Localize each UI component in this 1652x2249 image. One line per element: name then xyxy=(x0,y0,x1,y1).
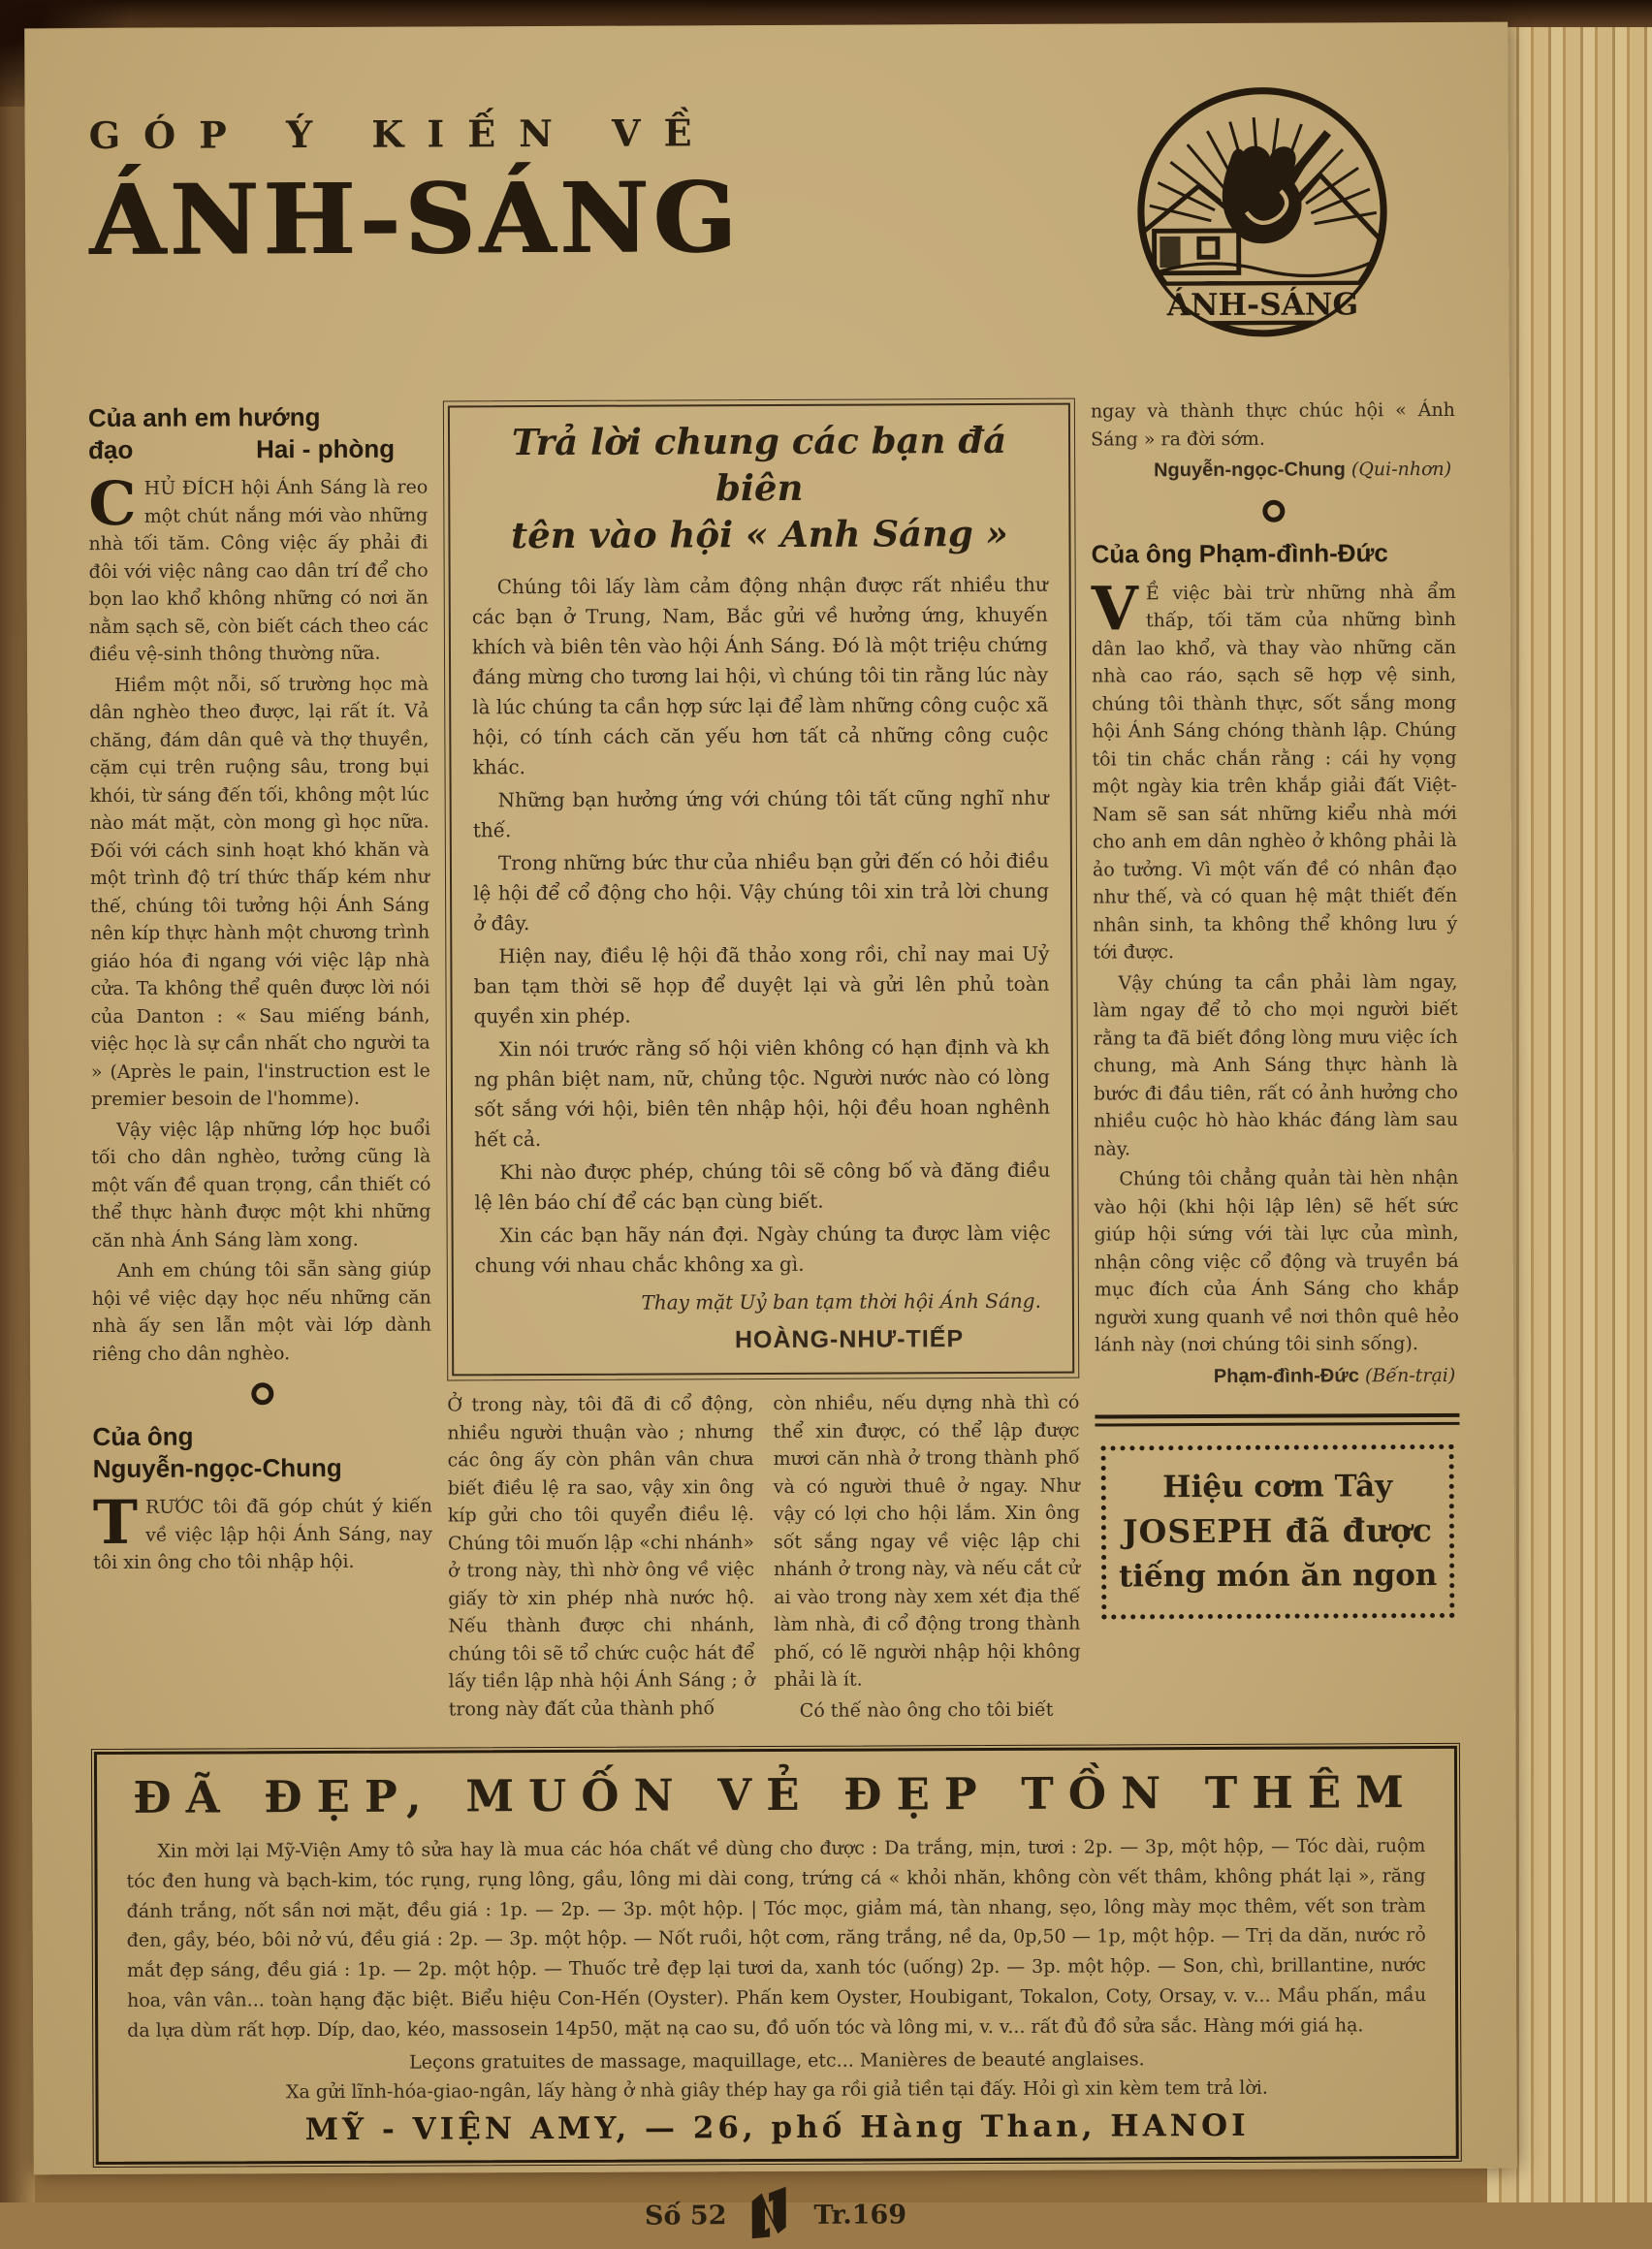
heading-line xyxy=(88,432,428,465)
logo-banner xyxy=(1147,283,1380,324)
article-heading-huong-dao xyxy=(88,401,428,466)
logo-caption: ÁNH-SÁNG xyxy=(1166,287,1359,324)
article-columns xyxy=(26,396,1515,1731)
paragraph: Xin nói trước rằng số hội viên không có hạn định và kh ng phân biệt nam, nữ, chủng tộc. Người nước nào có lòng sốt sắng với hội, biên tên nhập hội, hội đều hoan nghênh hết cả. xyxy=(473,1035,1051,1152)
heading-word: Hai - phòng xyxy=(256,433,396,463)
paragraph xyxy=(1091,572,1458,966)
paragraph: Ở trong này, tôi đã đi cổ động, nhiều người thuận vào ; nhưng các ông ấy còn phân vân chưa biết điều lệ ra sao, vậy xin ông kíp gửi cho tôi quyển điều lệ. Chúng tôi muốn lập «chi nhánh» ở trong này, thì nhờ ông về việc giấy tờ xin phép nhà nước hộ. Nếu thành được chi nhánh, chúng tôi sẽ tổ chức cuộc hát để lấy tiền lập nhà hội Ánh Sáng ; ở trong này đất của thành phố xyxy=(447,1393,755,1720)
signature-line xyxy=(1091,455,1451,486)
paragraph-text: HỦ ĐÍCH hội Ánh Sáng là reo một chút nắng mới vào những nhà tối tăm. Công việc ấy phải đi đôi với việc nâng cao dân trí để cho bọn lao khổ không những có nơi ăn nằm sạch sẽ, còn biết cách theo các điều vệ-sinh thông thường nữa. xyxy=(88,476,429,666)
paragraph: Trong những bức thư của nhiều bạn gửi đến có hỏi điều lệ hội để cổ động cho hội. Vậy chúng tôi xin trả lời chung ở đây. xyxy=(473,849,1050,935)
dropcap-letter: C xyxy=(88,467,137,540)
article-heading-nguyen-ngoc-chung xyxy=(92,1420,431,1485)
paragraph-text: Ề việc bài trừ những nhà ẩm thấp, tối tăm của những bình dân lao khổ, và thay vào những căn nhà cao ráo, sạch sẽ hợp vệ sinh, chúng tôi thành thực, sốt sắng mong hội Ánh Sáng chóng thành lập. Chúng tôi tin chắc chắn rằng : cái hy vọng một ngày kia trên khắp giải đất Việt-Nam sẽ san sát những kiểu nhà mới cho anh em dân nghèo ở không phải là ảo tưởng. Vì một vấn đề có nhân đạo như thế, và có quan hệ mật thiết đến nhân sinh, ta không thể không lưu ý tới được. xyxy=(1091,581,1458,964)
continuation-column-2 xyxy=(773,1389,1081,1727)
ad-body-text: Xin mời lại Mỹ-Viện Amy tô sửa hay là mua các hóa chất về dùng cho được : Da trắng, mịn, tươi : 2p. — 3p, một hộp, — Tóc dài, ruộm tóc đen hung và bạch-kim, tóc rụng, rụng lông, gầu, lông mi dài cong, trứng cá « khỏi nhăn, không còn vết thâm, không phát lại », răng đánh trắng, nốt sần nơi mặt, đều giá : 1p. — 2p. — 3p. một hộp. | Tóc mọc, giảm má, tàn nhang, sẹo, lông mày mọc thêm, vết son tràm đen, gầy, béo, bôi nở vú, đều giá : 2p. — 3p. một hộp. — Nốt ruồi, hột cơm, răng trắng, nề da, 0p,50 — 1p, một hộp. — Trị da dăn, nước rỏ mắt đẹp sáng, đều giá : 1p. — 2p. một hộp. — Thuốc trẻ đẹp lại tươi da, xanh tóc (uống) 2p. — 3p. một hộp. — Son, chì, brillantine, nước hoa, vân vân... toàn hạng đặc biệt. Biểu hiệu Con-Hến (Oyster). Phấn kem Oyster, Houbigant, Tokalon, Coty, Orsay, v. v... Mầu phấn, mầu da lựa dùm rất hợp. Díp, dao, kéo, massosein 14p50, mặt nạ cao su, đồ uốn tóc và lông mi, v. v... rất đủ đồ sửa sắc. Hàng mới giá hạ. xyxy=(126,1835,1427,2042)
joseph-restaurant-ad xyxy=(1101,1443,1455,1619)
paragraph: Có thế nào ông cho tôi biết xyxy=(799,1698,1054,1722)
paragraph: Những bạn hưởng ứng với chúng tôi tất cũng nghĩ như thế. xyxy=(472,786,1049,842)
heading-line: Của ông xyxy=(92,1421,194,1452)
reply-notice-box xyxy=(448,403,1074,1377)
signature-place: (Bến-trại) xyxy=(1364,1364,1456,1386)
masthead-kicker: GÓP Ý KIẾN VỀ xyxy=(88,111,715,158)
paragraph: Hiện nay, điều lệ hội đã thảo xong rồi, chỉ nay mai Uỷ ban tạm thời sẽ họp để duyệt lại và gửi lên phủ toàn quyền xin phép. xyxy=(473,942,1050,1029)
signature-role: Thay mặt Uỷ ban tạm thời hội Ánh Sáng. xyxy=(641,1289,1041,1315)
society-logo xyxy=(1129,77,1394,347)
heading-line: Nguyễn-ngọc-Chung xyxy=(92,1452,342,1483)
notice-title-line: tên vào hội « Anh Sáng » xyxy=(510,512,1008,557)
notice-title-line: Trả lời chung các bạn đá biên xyxy=(511,418,1007,510)
ad-line: JOSEPH đã được xyxy=(1122,1511,1434,1551)
letter-continuation xyxy=(447,1389,1081,1729)
society-logo-icon xyxy=(1129,77,1394,347)
signature-name: Phạm-đình-Đức xyxy=(1213,1364,1359,1387)
left-column xyxy=(88,401,433,1731)
ad-shipping-line: Xa gửi lĩnh-hóa-giao-ngân, lấy hàng ở nhà giây thép hay ga rồi giả tiền tại đấy. Hỏi gì xin kèm tem trả lời. xyxy=(285,2077,1268,2104)
issue-number: Số 52 xyxy=(644,2201,727,2232)
publisher-emblem-icon xyxy=(746,2185,794,2245)
heading-word: đạo xyxy=(88,434,134,464)
signature-name: Nguyễn-ngọc-Chung xyxy=(1154,459,1346,482)
notice-title xyxy=(471,417,1048,559)
paragraph: Xin các bạn hãy nán đợi. Ngày chúng ta được làm việc chung với nhau chắc không xa gì. xyxy=(474,1221,1051,1278)
continuation-column-1 xyxy=(447,1390,755,1728)
ad-address: MỸ - VIỆN AMY, — 26, phố Hàng Than, HANOI xyxy=(304,2108,1250,2148)
paragraph: ngay và thành thực chúc hội « Ánh Sáng » ra đời sớm. xyxy=(1090,398,1455,451)
dropcap-letter: V xyxy=(1091,572,1139,645)
my-vien-amy-ad xyxy=(94,1746,1459,2165)
signature-line xyxy=(1095,1360,1455,1391)
ad-line: Hiệu cơm Tây xyxy=(1162,1468,1393,1505)
paragraph: Khi nào được phép, chúng tôi sẽ công bố và đăng điều lệ lên báo chí để các bạn cùng biết. xyxy=(474,1158,1051,1215)
heading-line: Của anh em hướng xyxy=(87,402,321,433)
paragraph: Hiềm một nỗi, số trường học mà dân nghèo theo được, lại rất ít. Vả chăng, đám dân quê và thợ thuyền, cặm cụi trên ruộng sâu, trong bụi khói, từ sáng đến tối, không một lúc nào mát mặt, còn mong gì học nữa. Đối với cách sinh hoạt khó khăn và một trình độ trí thức thấp kém như thế, chúng tôi tưởng hội Ánh Sáng nên kíp thực hành một chương trình giáo hóa đi ngang với việc lập nhà cửa. Ta không thể quên được lời nói của Danton : « Sau miếng bánh, việc học là sự cần nhất cho người ta » (Après le pain, l'instruction est le premier besoin de l'homme). xyxy=(89,673,430,1111)
center-column xyxy=(443,398,1081,1729)
ad-line: tiếng món ăn ngon xyxy=(1118,1558,1438,1595)
article-heading-pham-dinh-duc: Của ông Phạm-đình-Đức xyxy=(1091,538,1388,569)
ad-title: ĐÃ ĐẸP, MUỐN VẺ ĐẸP TỒN THÊM xyxy=(133,1766,1419,1823)
masthead xyxy=(24,22,1509,390)
section-separator-dot xyxy=(251,1382,273,1405)
section-separator-dot xyxy=(1262,500,1285,523)
paragraph: Chúng tôi lấy làm cảm động nhận được rất nhiều thư các bạn ở Trung, Nam, Bắc gửi về hưởng ứng, khuyến khích và biên tên vào hội Ánh Sáng. Đó là một triệu chứng đáng mừng cho tương lai hội, vì chúng tôi tin rằng lúc này là lúc chúng ta cần hợp sức lại để làm những công cuộc xã hội, có tính cách căn yếu hơn tất cả những công cuộc khác. xyxy=(471,573,1049,779)
paragraph: Vậy việc lập những lớp học buổi tối cho dân nghèo, tưởng cũng là một vấn đề quan trọng, cần thiết có thể thực hành được một khi những căn nhà Ánh Sáng làm xong. xyxy=(91,1118,431,1251)
paragraph xyxy=(92,1486,433,1577)
divider-double-rule xyxy=(1095,1412,1459,1426)
dropcap-letter: T xyxy=(92,1486,139,1559)
masthead-title: ÁNH-SÁNG xyxy=(88,160,741,278)
paragraph: Anh em chúng tôi sẵn sàng giúp hội về việc dạy học nếu những căn nhà ấy sen lẫn một vài lớp dành riêng cho dân nghèo. xyxy=(91,1258,432,1365)
paragraph-text: RƯỚC tôi đã góp chút ý kiến về việc lập hội Ánh Sáng, nay tôi xin ông cho tôi nhập hội. xyxy=(93,1495,433,1574)
paragraph: còn nhiều, nếu dựng nhà thì có thể xin được, có thể lập được mươi căn nhà ở trong thành phố và có người thuê ở ngay. Như vậy có lợi cho hội lắm. Xin ông sốt sắng ngay về việc lập chi nhánh ở trong này, và nếu cắt cử ai vào trong này xem xét địa thế làm nhà, đi cổ động trong thành phố, có lẽ người nhập hội không phải là ít. xyxy=(773,1391,1081,1692)
ad-french-line: Leçons gratuites de massage, maquillage, etc... Manières de beauté anglaises. xyxy=(409,2048,1145,2075)
page-footer xyxy=(34,2182,1517,2249)
paragraph: Vậy chúng ta cần phải làm ngay, làm ngay để tỏ cho mọi người biết rằng ta đã biết đồng lòng mưu việc ích chung, mà Anh Sáng thực hành là bước đi đầu tiên, rất có ảnh hưởng cho nhiều cuộc hò hào khác đáng làm sau này. xyxy=(1093,970,1459,1160)
paragraph xyxy=(88,467,429,669)
newspaper-page xyxy=(24,22,1517,2232)
paragraph: Chúng tôi chẳng quản tài hèn nhận vào hội (khi hội lập lên) sẽ hết sức giúp hội sứng với tài lực của mình, nhận công việc cổ động và truyền bá mục đích của Ánh Sáng cho khắp người xung quanh về nơi thôn quê hẻo lánh này (nơi chúng tôi sinh sống). xyxy=(1094,1166,1460,1356)
page-number: Tr.169 xyxy=(813,2200,907,2231)
signature-place: (Qui-nhơn) xyxy=(1350,458,1452,481)
signature-name: HOÀNG-NHƯ-TIẾP xyxy=(734,1325,965,1354)
right-column xyxy=(1091,396,1461,1726)
